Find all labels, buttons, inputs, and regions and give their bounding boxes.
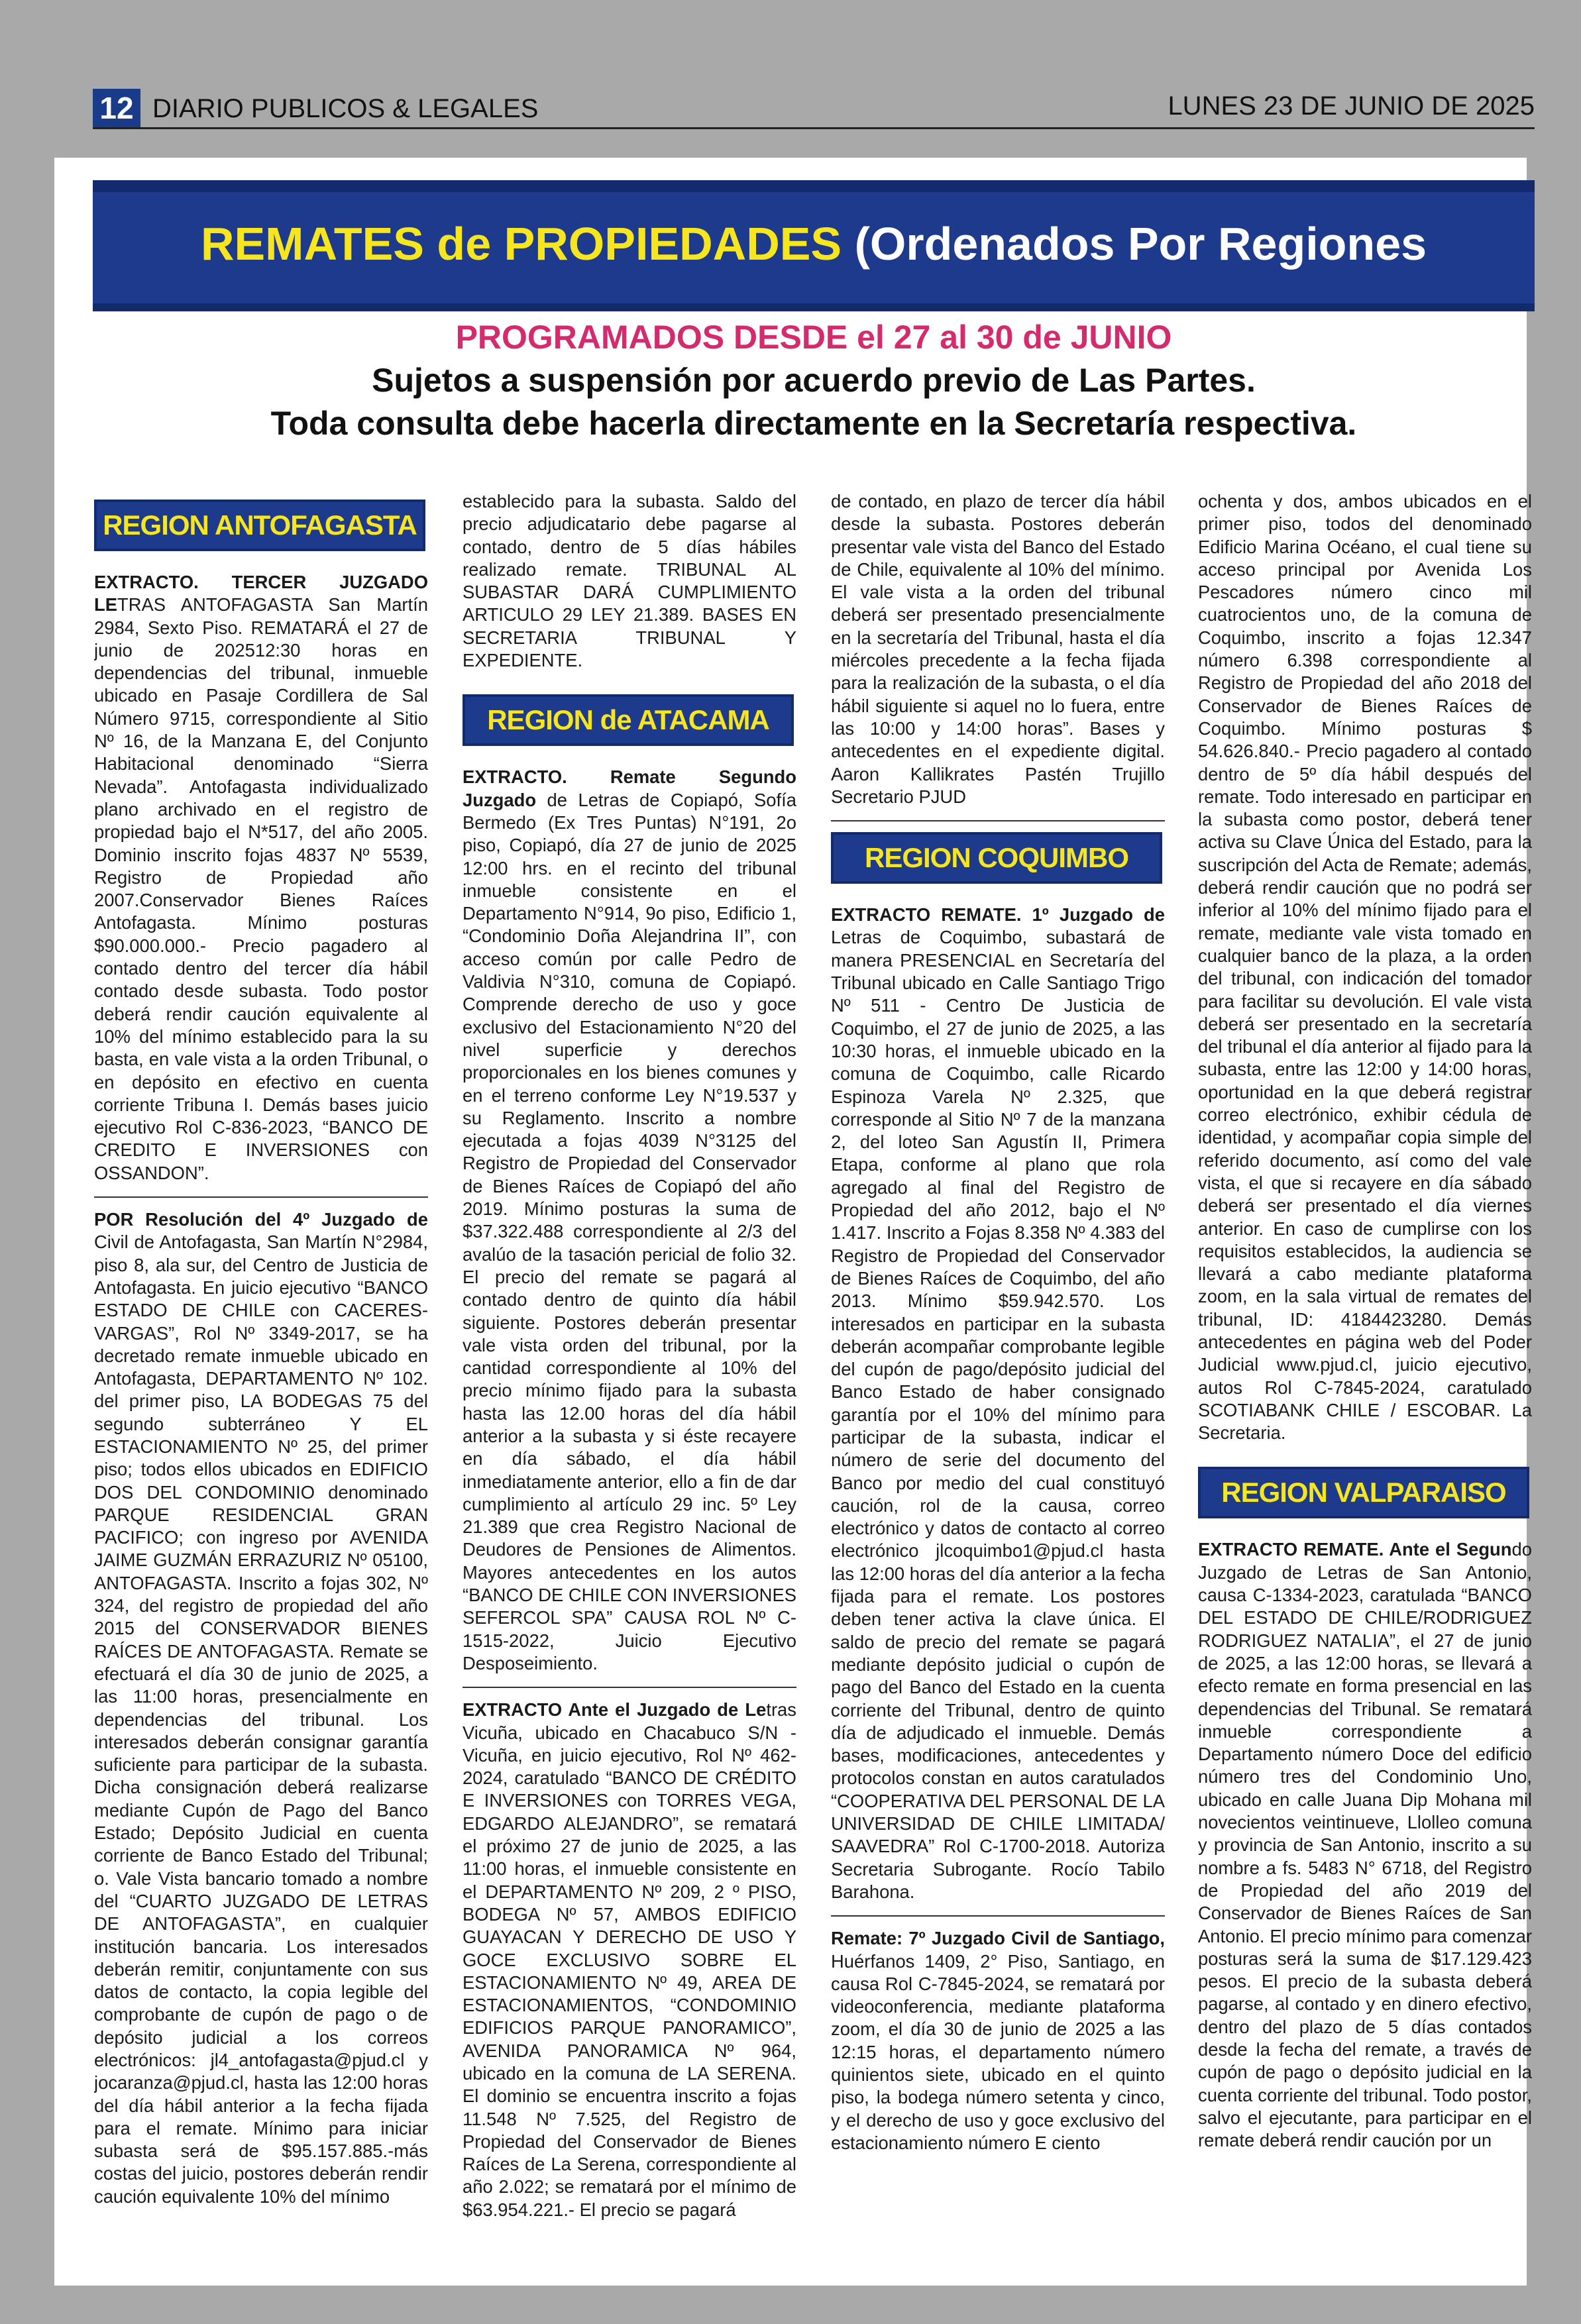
divider xyxy=(94,1196,428,1198)
divider xyxy=(831,820,1165,821)
publication-date: LUNES 23 DE JUNIO DE 2025 xyxy=(1168,91,1535,121)
auction-notice xyxy=(463,766,796,1675)
notice-lead: EXTRACTO REMATE. 1º Juzgado de xyxy=(831,904,1165,925)
notice-body: do Juzgado de Letras de San Antonio, causa C-1334-2023, caratulada “BANCO DEL ESTADO DE CHILE/RODRIGUEZ RODRIGUEZ NATALIA”, el 27 de junio de 2025, a las 12:00 horas, se llevará a efecto remate en forma presencial en las dependencias del Tribunal. Se rematará inmueble correspondiente a Departamento número Doce del edificio número tres del Condominio Uno, ubicado en calle Juana Dip Mohana mil novecientos veintinueve, Llolleo comuna y provincia de San Antonio, inscrito a su nombre a fs. 5483 N° 6718, del Registro de Propiedad del año 2019 del Conservador de Bienes Raíces de San Antonio. El precio mínimo para comenzar posturas será la suma de $17.129.423 pesos. El precio de la subasta deberá pagarse, al contado y en dinero efectivo, dentro del plazo de 5 días contados desde la fecha del remate, a través de cupón de pago o depósito judicial en la cuenta corriente del tribunal. Todo postor, salvo el ejecutante, para participar en el remate deberá rendir caución por un xyxy=(1198,1539,1532,2151)
notice-continuation: establecido para la subasta. Saldo del precio adjudicatario debe pagarse al contado, dentro de 5 días hábiles realizado remate. TRIBUNAL AL SUBASTAR DARÁ CUMPLIMIENTO ARTICULO 29 LEY 21.389. BASES EN SECRETARIA TRIBUNAL Y EXPEDIENTE. xyxy=(463,491,796,671)
notice-continuation: ochenta y dos, ambos ubicados en el primer piso, todos del denominado Edificio Marina Océano, el cual tiene su acceso principal por Avenida Los Pescadores número cinco mil cuatrocientos uno, de la comuna de Coquimbo, inscrito a fojas 12.347 número 6.398 correspondiente al Registro de Propiedad del año 2018 del Conservador de Bienes Raíces de Coquimbo. Mínimo posturas $ 54.626.840.- Precio pagadero al contado dentro de 5º día hábil después del remate. Todo interesado en participar en la subasta como postor, deberá tener activa su Clave Única del Estado, para la suscripción del Acta de Remate; además, deberá rendir caución que no podrá ser inferior al 10% del mínimo fijado para el remate, mediante vale vista tomado en cualquier banco de la plaza, a la orden del tribunal, con indicación del tomador para facilitar su devolución. El vale vista deberá ser presentado en la secretaría del tribunal el día anterior al fijado para la subasta, entre las 12:00 y 14:00 horas, oportunidad en la que deberá registrar correo electrónico, exhibir cédula de identidad, y acompañar copia simple del referido documento, así como del vale vista, el que si recayere en día sábado deberá ser presentado el día viernes anterior. En caso de cumplirse con los requisitos establecidos, la audiencia se llevará a cabo mediante plataforma zoom, en la sala virtual de remates del tribunal, ID: 4184423280. Demás antecedentes en página web del Poder Judicial www.pjud.cl, juicio ejecutivo, autos Rol C-7845-2024, caratulado SCOTIABANK CHILE / ESCOBAR. La Secretaria. xyxy=(1198,491,1532,1444)
notice-body: tras Vicuña, ubicado en Chacabuco S/N - Vicuña, en juicio ejecutivo, Rol Nº 462-2024, caratulado “BANCO DE CRÉDITO E INVERSIONES con TORRES VEGA, EDGARDO ALEJANDRO”, se rematará el próximo 27 de junio de 2025, a las 11:00 horas, el inmueble consistente en el DEPARTAMENTO Nº 209, 2 º PISO, BODEGA Nº 57, AMBOS EDIFICIO GUAYACAN Y DERECHO DE USO Y GOCE EXCLUSIVO SOBRE EL ESTACIONAMIENTO Nº 49, AREA DE ESTACIONAMIENTOS, “CONDOMINIO EDIFICIOS PARQUE PANORAMICO”, AVENIDA PANORAMICA Nº 964, ubicado en la comuna de LA SERENA. El dominio se encuentra inscrito a fojas 11.548 Nº 7.525, del Registro de Propiedad del Conservador de Bienes Raíces de La Serena, correspondiente al año 2.022; se rematará por el mínimo de $63.954.221.- El precio se pagará xyxy=(463,1699,796,2220)
notice-lead: EXTRACTO REMATE. Ante el Segun xyxy=(1198,1539,1512,1560)
banner-title xyxy=(93,217,1535,270)
notice-lead: EXTRACTO. Remate Segundo Juzgado xyxy=(463,766,796,810)
column-2 xyxy=(463,490,796,2279)
schedule-heading: PROGRAMADOS DESDE el 27 al 30 de JUNIO xyxy=(455,319,1172,356)
notice-body: TRAS ANTOFAGASTA San Martín 2984, Sexto Piso. REMATARÁ el 27 de junio de 202512:30 horas en dependencias del tribunal, inmueble ubicado en Pasaje Cordillera de Sal Número 9715, correspondiente al Sitio Nº 16, de la Manzana E, del Conjunto Habitacional denominado “Sierra Nevada”. Antofagasta individualizado plano archivado en el registro de propiedad bajo el N*517, del año 2005. Dominio inscrito fojas 4837 Nº 5539, Registro de Propiedad año 2007.Conservador Bienes Raíces Antofagasta. Mínimo posturas $90.000.000.- Precio pagadero al contado dentro del tercer día hábil contado desde subasta. Todo postor deberá rendir caución equivalente al 10% del mínimo establecido para la su basta, en vale vista a la orden Tribunal, o en depósito en efectivo en cuenta corriente Tribuna I. Demás bases juicio ejecutivo Rol C-836-2023, “BANCO DE CREDITO E INVERSIONES con OSSANDON”. xyxy=(94,594,428,1183)
page-number: 12 xyxy=(93,89,140,127)
column-3 xyxy=(831,490,1165,2279)
notice-body: Civil de Antofagasta, San Martín N°2984, piso 8, ala sur, del Centro de Justicia de Antofagasta. En juicio ejecutivo “BANCO ESTADO DE CHILE con CACERES-VARGAS”, Rol Nº 3349-2017, se ha decretado remate inmueble ubicado en Antofagasta, DEPARTAMENTO Nº 102. del primer piso, LA BODEGAS 75 del segundo subterráneo Y EL ESTACIONAMIENTO Nº 25, del primer piso; todos ellos ubicados en EDIFICIO DOS DEL CONDOMINIO denominado PARQUE RESIDENCIAL GRAN PACIFICO; con ingreso por AVENIDA JAIME GUZMÁN ERRAZURIZ Nº 05100, ANTOFAGASTA. Inscrito a fojas 302, Nº 324, del registro de propiedad del año 2015 del CONSERVADOR BIENES RAÍCES DE ANTOFAGASTA. Remate se efectuará el día 30 de junio de 2025, a las 11:00 horas, presencialmente en dependencias del tribunal. Los interesados deberán consignar garantía suficiente para participar de la subasta. Dicha consignación deberá realizarse mediante Cupón de Pago del Banco Estado; Depósito Judicial en cuenta corriente de Banco Estado del Tribunal; o. Vale Vista bancario tomado a nombre del “CUARTO JUZGADO DE LETRAS DE ANTOFAGASTA”, en cualquier institución bancaria. Los interesados deberán remitir, conjuntamente con sus datos de contacto, la copia legible del comprobante de cupón de pago o de depósito judicial a los correos electrónicos: jl4_antofagasta@pjud.cl y jocaranza@pjud.cl, hasta las 12:00 horas del día hábil anterior a la fecha fijada para el remate. Mínimo para iniciar subasta será de $95.157.885.-más costas del juicio, postores deberán rendir caución equivalente 10% del mínimo xyxy=(94,1232,428,2207)
column-4 xyxy=(1198,490,1532,2279)
region-heading-antofagasta: REGION ANTOFAGASTA xyxy=(94,500,425,551)
auction-notice xyxy=(463,1699,796,2221)
auction-notice xyxy=(831,904,1165,1903)
notice-body: de Letras de Copiapó, Sofía Bermedo (Ex Tres Puntas) N°191, 2o piso, Copiapó, día 27 de junio de 2025 12:00 hrs. en el recinto del tribunal inmueble consistente en el Departamento N°914, 9o piso, Edificio 1, “Condominio Doña Alejandrina II”, con acceso común por calle Pedro de Valdivia N°310, comuna de Copiapó. Comprende derecho de uso y goce exclusivo del Estacionamiento N°20 del nivel superficie y derechos proporcionales en los bienes comunes y en el terreno conforme Ley N°19.537 y su Reglamento. Inscrito a nombre ejecutada a fojas 4039 N°3125 del Registro de Propiedad del Conservador de Bienes Raíces de Copiapó del año 2019. Mínimo posturas la suma de $37.322.488 correspondiente al 2/3 del avalúo de la tasación pericial de folio 32. El precio del remate se pagará al contado dentro de quinto día hábil siguiente. Postores deberán presentar vale vista orden del tribunal, por la cantidad correspondiente al 10% del precio mínimo fijado para la subasta hasta las 12.00 horas del día hábil anterior a la subasta y si éste recayere en día sábado, el día hábil inmediatamente anterior, ello a fin de dar cumplimiento al artículo 29 inc. 5º Ley 21.389 que crea Registro Nacional de Deudores de Pensiones de Alimentos. Mayores antecedentes en los autos “BANCO DE CHILE CON INVERSIONES SEFERCOL SPA” CAUSA ROL Nº C-1515-2022, Juicio Ejecutivo Desposeimiento. xyxy=(463,789,796,1673)
notice-continuation: de contado, en plazo de tercer día hábil desde la subasta. Postores deberán presentar vale vista del Banco del Estado de Chile, equivalente al 10% del mínimo. El vale vista a la orden del tribunal deberá ser presentado presencialmente en la secretaría del Tribunal, hasta el día miércoles precedente a la fecha fijada para la realización de la subasta, o el día hábil siguiente si aquel no lo fuera, entre las 10:00 y 14:00 horas”. Bases y antecedentes en el expediente digital. Aaron Kallikrates Pastén Trujillo Secretario PJUD xyxy=(831,491,1165,807)
notice-line-2: Toda consulta debe hacerla directamente en la Secretaría respectiva. xyxy=(270,405,1357,442)
divider xyxy=(831,1915,1165,1917)
auction-notice xyxy=(94,1208,428,2208)
auction-notice xyxy=(94,571,428,1185)
divider xyxy=(463,1687,796,1688)
notice-line-1: Sujetos a suspensión por acuerdo previo de Las Partes. xyxy=(372,362,1256,399)
notice-lead: EXTRACTO Ante el Juzgado de Le xyxy=(463,1699,767,1720)
region-heading-coquimbo: REGION COQUIMBO xyxy=(831,832,1162,884)
notice-body: Huérfanos 1409, 2° Piso, Santiago, en causa Rol C-7845-2024, se rematará por videoconferencia, mediante plataforma zoom, el día 30 de junio de 2025 a las 12:15 horas, el departamento número quinientos siete, ubicado en el quinto piso, la bodega número setenta y cinco, y el derecho de uso y goce exclusivo del estacionamiento número E ciento xyxy=(831,1950,1165,2153)
title-banner xyxy=(93,180,1535,311)
banner-title-suffix: (Ordenados Por Regiones xyxy=(842,218,1427,270)
notice-body: Letras de Coquimbo, subastará de manera PRESENCIAL en Secretaría del Tribunal ubicado en Calle Santiago Trigo Nº 511 - Centro De Justicia de Coquimbo, el 27 de junio de 2025, a las 10:30 horas, el inmueble ubicado en la comuna de Coquimbo, calle Ricardo Espinoza Varela Nº 2.325, que corresponde al Sitio Nº 7 de la manzana 2, del loteo San Agustín II, Primera Etapa, conforme al plano que rola agregado al final del Registro de Propiedad del año 2012, bajo el Nº 1.417. Inscrito a Fojas 8.358 Nº 4.383 del Registro de Propiedad del Conservador de Bienes Raíces de Coquimbo, del año 2013. Mínimo $59.942.570. Los interesados en participar en la subasta deberán acompañar comprobante legible del cupón de pago/depósito judicial del Banco Estado de haber consignado garantía por el 10% del mínimo para participar de la subasta, indicar el número de serie del documento del Banco por medio del cual constituyó caución, rol de la causa, correo electrónico y datos de contacto al correo electrónico jlcoquimbo1@pjud.cl hasta las 12:00 horas del día anterior a la fecha fijada para el remate. Los postores deben tener activa la clave única. El saldo de precio del remate se pagará mediante depósito judicial o cupón de pago del Banco del Estado en la cuenta corriente del Tribunal, dentro de quinto día de adjudicado el inmueble. Demás bases, modificaciones, antecedentes y protocolos constan en autos caratulados “COOPERATIVA DEL PERSONAL DE LA UNIVERSIDAD DE CHILE LIMITADA/ SAAVEDRA” Rol C-1700-2018. Autoriza Secretaria Subrogante. Rocío Tabilo Barahona. xyxy=(831,927,1165,1902)
page-header xyxy=(93,86,1535,129)
auction-notice xyxy=(1198,1538,1532,2152)
notice-lead: POR Resolución del 4º Juzgado de xyxy=(94,1209,428,1230)
notice-lead: EXTRACTO. TERCER JUZGADO LE xyxy=(94,572,428,615)
notice-lead: Remate: 7º Juzgado Civil de Santiago, xyxy=(831,1928,1165,1949)
column-1 xyxy=(94,490,428,2279)
region-heading-atacama: REGION de ATACAMA xyxy=(463,694,794,746)
banner-title-main: REMATES de PROPIEDADES xyxy=(200,218,842,270)
auction-notice xyxy=(831,1927,1165,2154)
publication-name: DIARIO PUBLICOS & LEGALES xyxy=(152,94,539,123)
region-heading-valparaiso: REGION VALPARAISO xyxy=(1198,1467,1529,1518)
